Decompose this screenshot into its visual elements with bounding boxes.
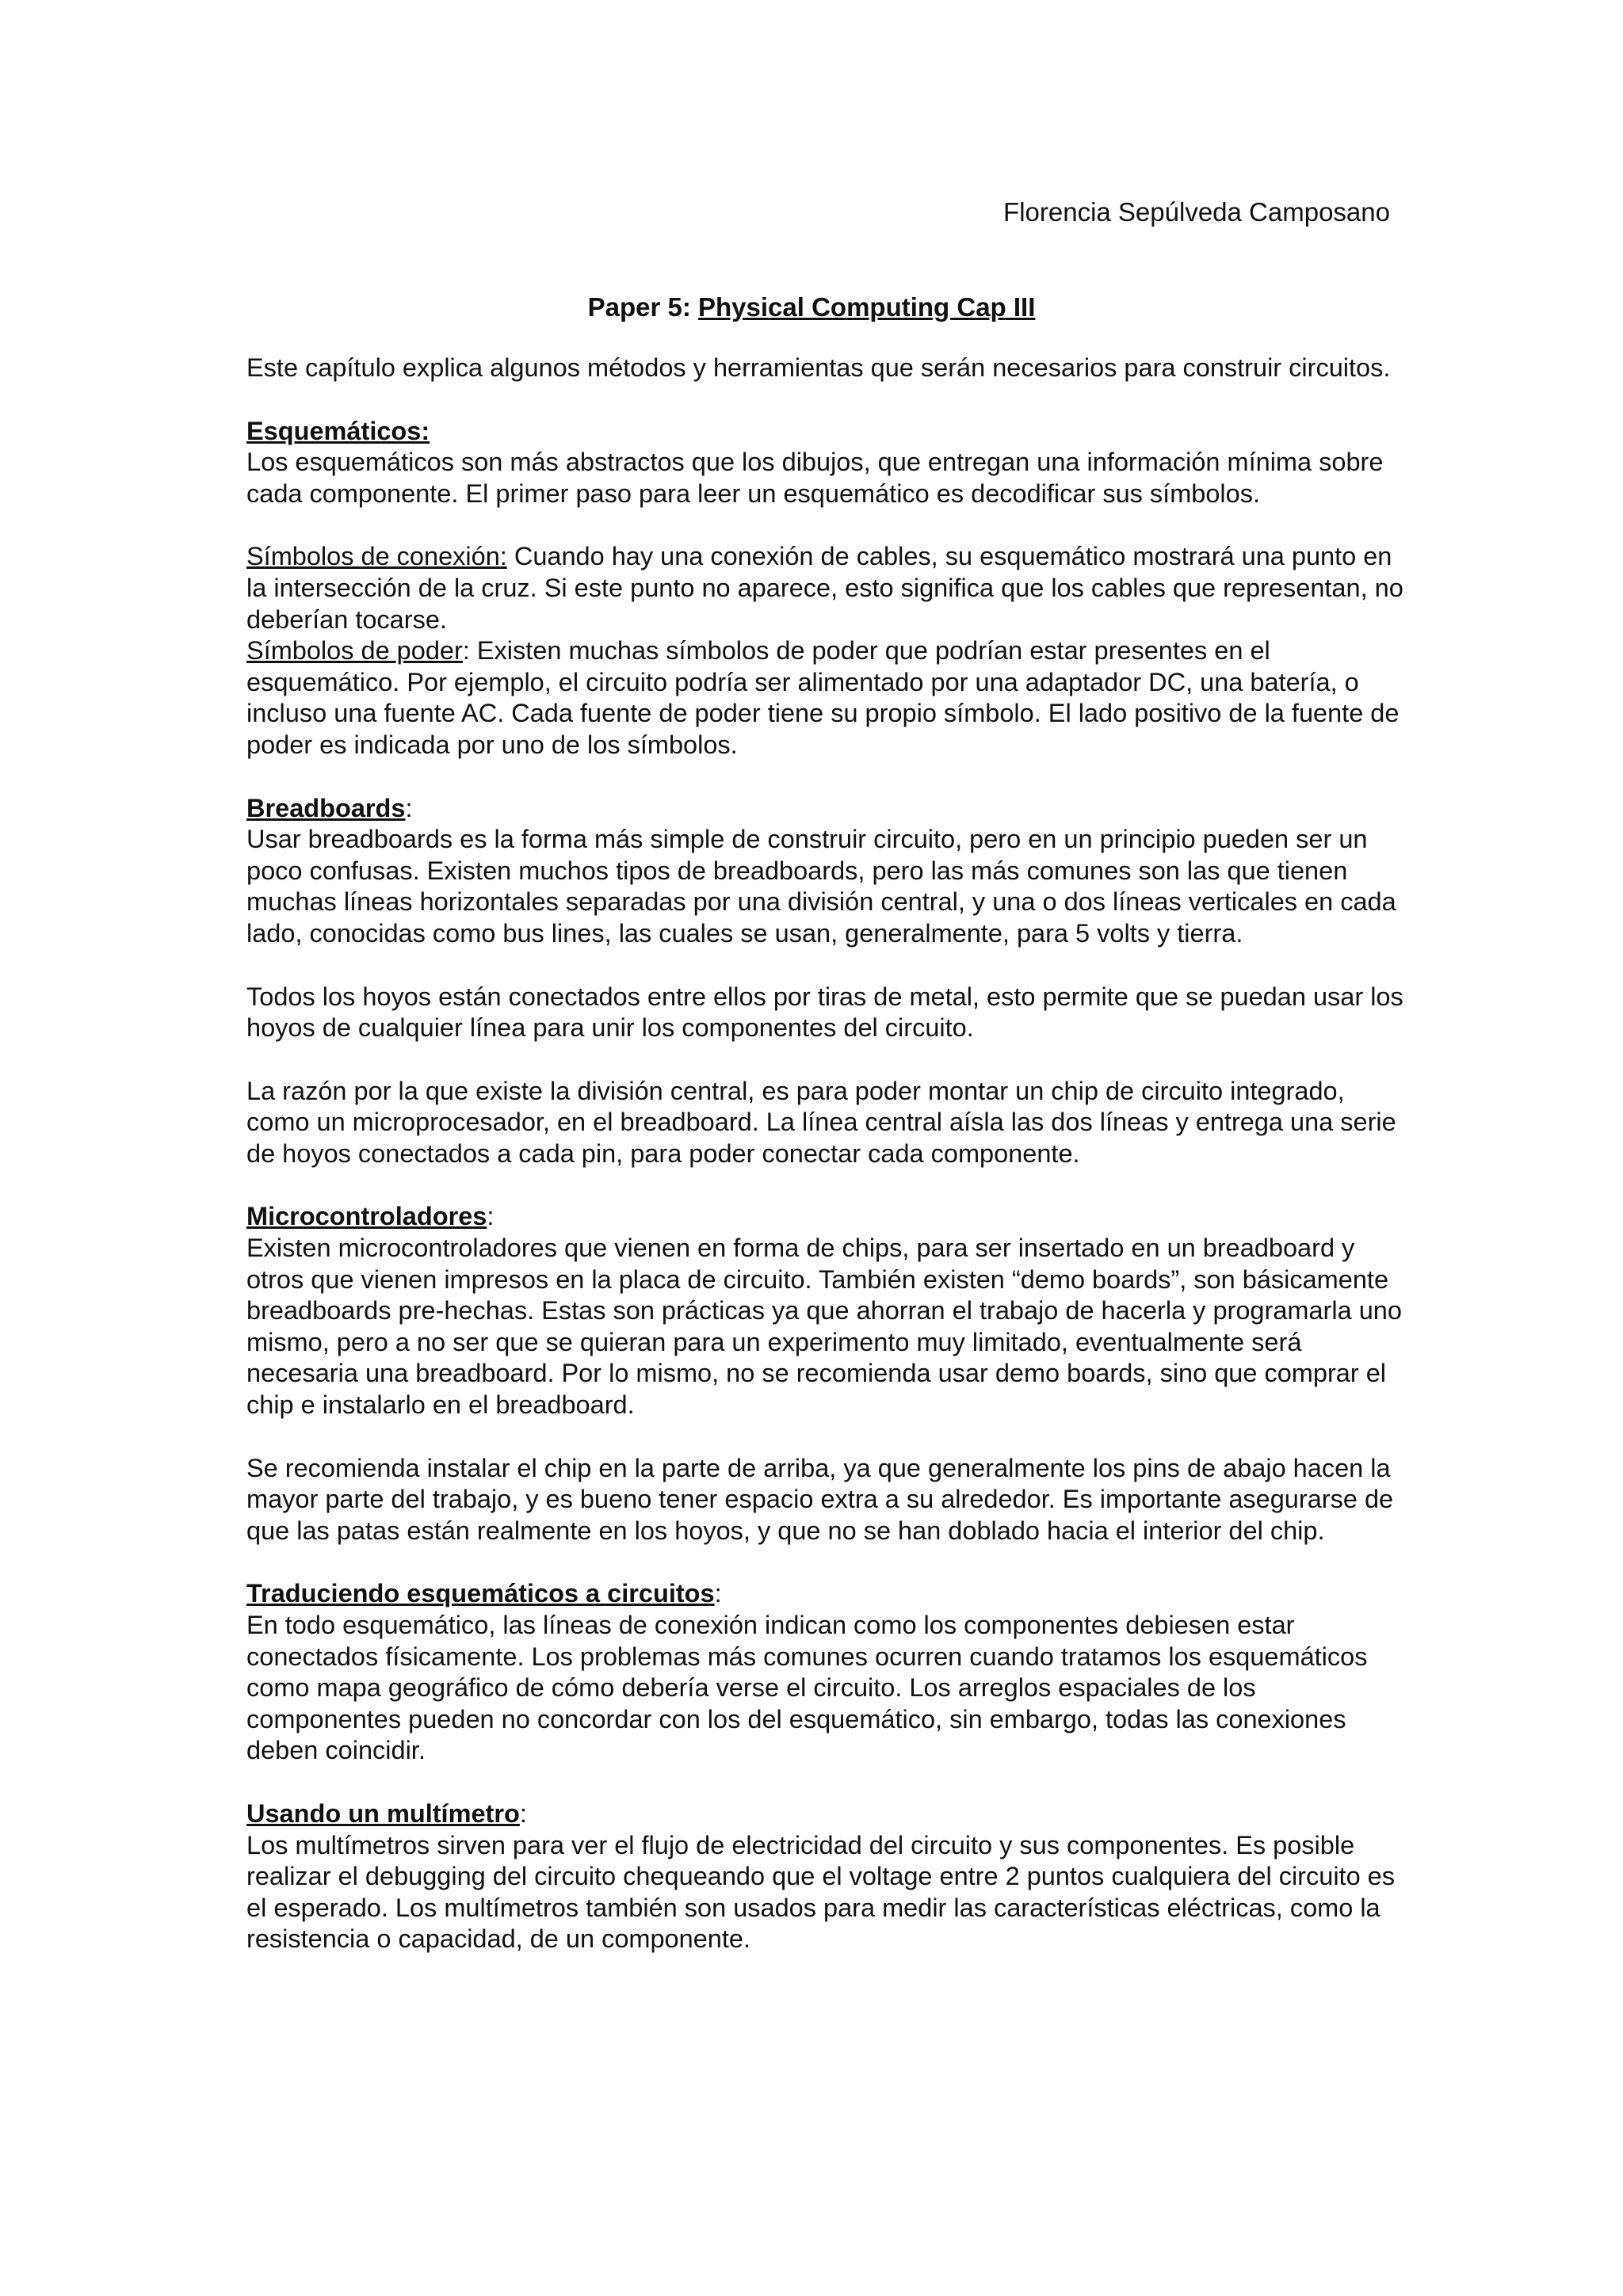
heading-colon: : [714, 1579, 722, 1608]
heading-multimetro: Usando un multímetro [246, 1798, 520, 1828]
section-esquematicos [246, 416, 1411, 510]
title-prefix: Paper 5: [587, 292, 698, 322]
heading-breadboards: Breadboards [246, 793, 406, 822]
heading-esquematicos: Esquemáticos: [246, 416, 430, 445]
poder-paragraph [246, 635, 1411, 761]
heading-line-traduciendo [246, 1578, 1411, 1610]
microcontroladores-p1: Existen microcontroladores que vienen en forma de chips, para ser insertado en un breadboard y otros que vienen impresos en la placa de circuito. También existen “demo boards”, son básicamente breadboards pre-hechas. Estas son prácticas ya que ahorran el trabajo de hacerla y programarla uno mismo, pero a no ser que se quieran para un experimento muy limitado, eventualmente será necesaria una breadboard. Por lo mismo, no se recomienda usar demo boards, sino que comprar el chip e instalarlo en el breadboard. [246, 1234, 1402, 1420]
section-microcontroladores [246, 1201, 1411, 1421]
breadboards-p3: La razón por la que existe la división central, es para poder montar un chip de circuito integrado, como un microprocesador, en el breadboard. La línea central aísla las dos líneas y entrega una serie de hoyos conectados a cada pin, para poder conectar cada componente. [246, 1076, 1396, 1168]
section-breadboards [246, 793, 1411, 950]
poder-text: : Existen muchas símbolos de poder que podrían estar presentes en el esquemático. Por ejemplo, el circuito podría ser alimentado por una adaptador DC, una batería, o incluso una fuente AC. Cada fuente de poder tiene su propio símbolo. El lado positivo de la fuente de poder es indicada por uno de los símbolos. [246, 636, 1400, 759]
author-name: Florencia Sepúlveda Camposano [1003, 197, 1390, 227]
conexion-label: Símbolos de conexión: [246, 542, 507, 571]
intro-paragraph: Este capítulo explica algunos métodos y herramientas que serán necesarios para construir circuitos. [246, 353, 1391, 382]
page-title [0, 292, 1623, 323]
section-multimetro [246, 1798, 1411, 1955]
heading-colon: : [405, 793, 413, 822]
microcontroladores-p2: Se recomienda instalar el chip en la parte de arriba, ya que generalmente los pins de abajo hacen la mayor parte del trabajo, y es bueno tener espacio extra a su alrededor. Es importante asegurarse de que las patas están realmente en los hoyos, y que no se han doblado hacia el interior del chip. [246, 1453, 1394, 1545]
breadboards-p1: Usar breadboards es la forma más simple de construir circuito, pero en un principio pueden ser un poco confusas. Existen muchos tipos de breadboards, pero las más comunes son las que tienen muchas líneas horizontales separadas por una división central, y una o dos líneas verticales en cada lado, conocidas como bus lines, las cuales se usan, generalmente, para 5 volts y tierra. [246, 825, 1396, 948]
heading-line-multimetro [246, 1798, 1411, 1830]
conexion-text: Cuando hay una conexión de cables, su esquemático mostrará una punto en la intersección de la cruz. Si este punto no aparece, esto significa que los cables que representan, no deberían tocarse. [246, 542, 1403, 634]
poder-label: Símbolos de poder [246, 636, 463, 666]
heading-colon: : [487, 1202, 495, 1231]
heading-traduciendo: Traduciendo esquemáticos a circuitos [246, 1579, 715, 1608]
conexion-paragraph [246, 541, 1411, 635]
section-traduciendo [246, 1578, 1411, 1767]
document-body [246, 353, 1411, 1987]
heading-colon: : [519, 1798, 527, 1828]
esquematicos-text: Los esquemáticos son más abstractos que los dibujos, que entregan una información mínima sobre cada componente. El primer paso para leer un esquemático es decodificar sus símbolos. [246, 448, 1384, 508]
traduciendo-p1: En todo esquemático, las líneas de conexión indican como los componentes debiesen estar conectados físicamente. Los problemas más comunes ocurren cuando tratamos los esquemáticos como mapa geográfico de cómo debería verse el circuito. Los arreglos espaciales de los componentes pueden no concordar con los del esquemático, sin embargo, todas las conexiones deben coincidir. [246, 1611, 1368, 1765]
heading-line-breadboards [246, 793, 1411, 825]
heading-microcontroladores: Microcontroladores [246, 1202, 487, 1231]
title-main: Physical Computing Cap III [698, 292, 1036, 322]
breadboards-p2: Todos los hoyos están conectados entre ellos por tiras de metal, esto permite que se puedan usar los hoyos de cualquier línea para unir los componentes del circuito. [246, 982, 1403, 1043]
heading-line-microcontroladores [246, 1201, 1411, 1233]
multimetro-p1: Los multímetros sirven para ver el flujo de electricidad del circuito y sus componentes. Es posible realizar el debugging del circuito chequeando que el voltage entre 2 puntos cualquiera del circuito es el esperado. Los multímetros también son usados para medir las características eléctricas, como la resistencia o capacidad, de un componente. [246, 1830, 1396, 1954]
